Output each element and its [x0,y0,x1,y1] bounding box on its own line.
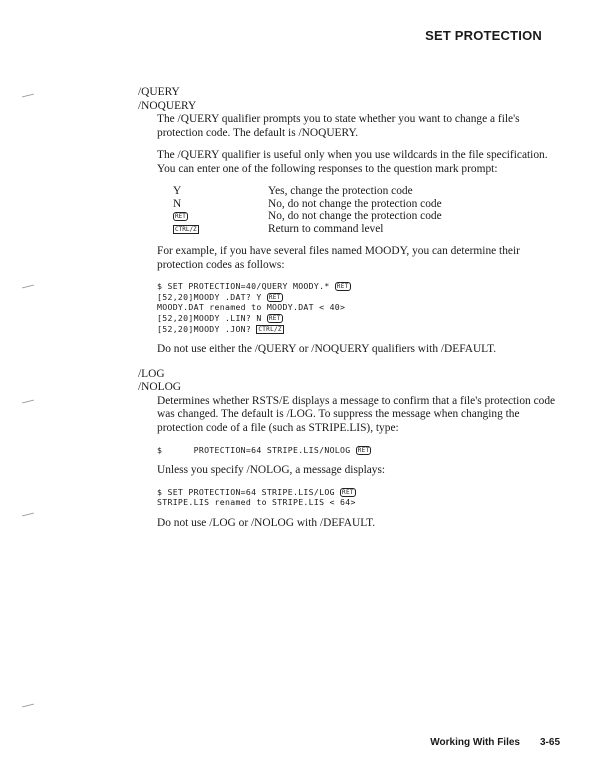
return-key-icon: RET [175,213,186,221]
response-description: No, do not change the protection code [268,210,442,223]
ctrl-z-key-icon: CTRL/Z [258,325,282,333]
log-section [138,368,558,531]
log-paragraph-3: Do not use /LOG or /NOLOG with /DEFAULT. [157,517,376,530]
code-line [157,487,558,498]
page-header-title: SET PROTECTION [425,28,542,43]
return-key-icon: RET [342,488,354,496]
footer-section-title: Working With Files [430,737,520,748]
response-key-label: N [173,197,182,210]
code-line [157,302,558,313]
response-table [173,186,558,236]
code-text: [52,20]MOODY .DAT? Y [157,291,267,302]
qualifier-query: /QUERY [138,86,180,98]
query-code-example [157,281,558,334]
return-key-icon: RET [268,293,281,301]
code-line [157,324,558,335]
code-text: MOODY.DAT renamed to MOODY.DAT < 40> [157,302,346,313]
ctrl-z-key-icon: CTRL/Z [175,225,197,233]
return-key-icon: RET [336,283,349,291]
code-line [157,292,558,303]
query-paragraph-2: The /QUERY qualifier is useful only when you use wildcards in the file specification. You can enter one of the following responses to the question mark prompt: [157,149,548,175]
response-key-label: Y [173,185,182,198]
margin-mark [22,94,34,98]
qualifier-nolog: /NOLOG [138,381,182,394]
response-row [173,223,558,236]
query-section [138,86,558,357]
response-key [173,223,268,237]
response-key [173,210,268,224]
response-description: Yes, change the protection code [268,185,413,198]
page-body [138,86,558,531]
page-footer [430,737,560,748]
margin-mark [22,285,34,289]
log-code-example-1 [157,445,558,456]
code-line [157,445,558,456]
log-paragraph-2: Unless you specify /NOLOG, a message displays: [157,464,386,477]
code-text: [52,20]MOODY .JON? [157,323,257,334]
log-code-example-2 [157,487,558,508]
code-line [157,313,558,324]
response-description: No, do not change the protection code [268,197,442,210]
margin-mark [22,513,34,517]
margin-mark [22,400,34,404]
response-key [173,185,268,199]
code-line [157,497,558,508]
qualifier-noquery: /NOQUERY [138,99,197,112]
qualifier-log: /LOG [138,367,165,380]
code-text: $ SET PROTECTION=40/QUERY MOODY.* [157,281,335,292]
response-row [173,198,558,211]
query-paragraph-1: The /QUERY qualifier prompts you to state whether you want to change a file's protection code. The default is /NOQUERY. [157,113,520,139]
code-text: STRIPE.LIS renamed to STRIPE.LIS < 64> [157,497,356,508]
log-paragraph-1: Determines whether RSTS/E displays a message to confirm that a file's protection code was changed. The default is /LOG. To suppress the message when changing the protection code of a file (such as STRIPE.LIS), type: [157,394,556,435]
return-key-icon: RET [268,314,281,322]
page-number: 3-65 [539,737,560,748]
code-text: $ PROTECTION=64 STRIPE.LIS/NOLOG [157,444,356,455]
response-key [173,198,268,212]
return-key-icon: RET [357,446,370,454]
code-text: [52,20]MOODY .LIN? N [157,312,267,323]
margin-mark [22,704,34,708]
query-paragraph-4: Do not use either the /QUERY or /NOQUERY qualifiers with /DEFAULT. [157,343,497,356]
code-line [157,281,558,292]
response-row [173,186,558,199]
response-description: Return to command level [268,222,384,235]
response-row [173,211,558,224]
query-paragraph-3: For example, if you have several files named MOODY, you can determine their protection codes as follows: [157,244,520,271]
code-text: $ SET PROTECTION=64 STRIPE.LIS/LOG [157,486,341,497]
